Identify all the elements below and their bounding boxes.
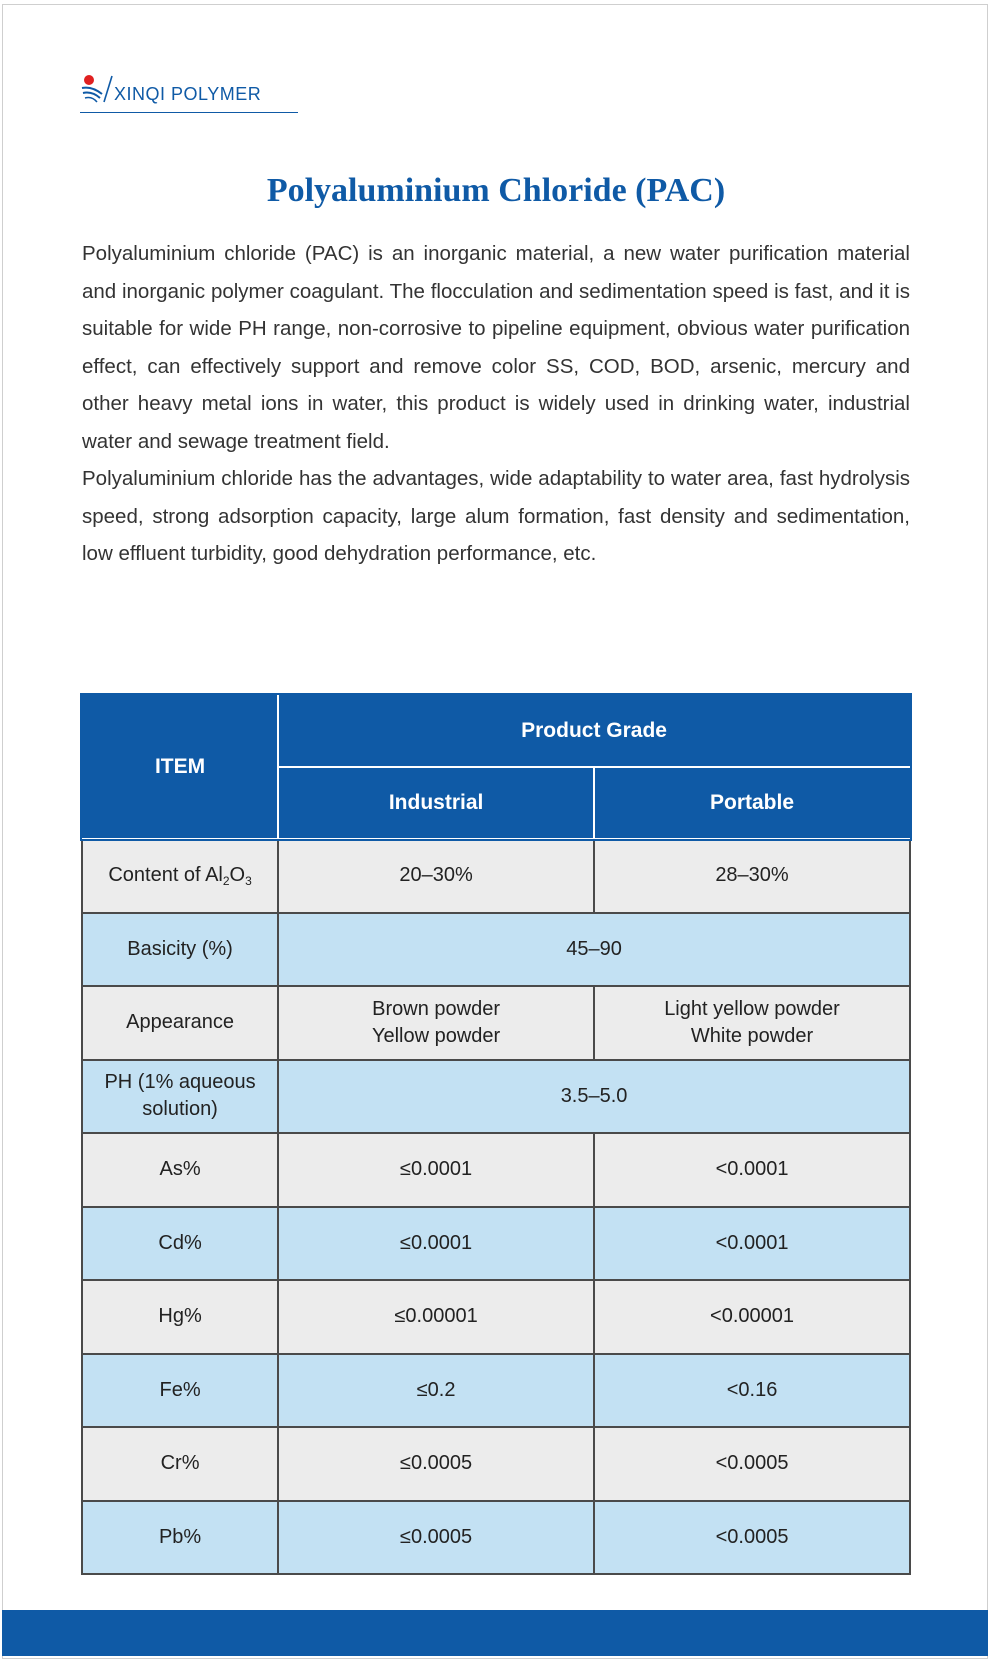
product-description [82, 235, 910, 573]
industrial-value: ≤0.0001 [278, 1133, 594, 1207]
table-row [82, 1427, 910, 1501]
row-item: Basicity (%) [82, 913, 278, 987]
industrial-value: ≤0.0005 [278, 1501, 594, 1575]
table-row [82, 1354, 910, 1428]
table-row [82, 986, 910, 1060]
table-row [82, 1280, 910, 1354]
portable-value: <0.00001 [594, 1280, 910, 1354]
page-title: Polyaluminium Chloride (PAC) [266, 172, 726, 209]
row-item: Hg% [82, 1280, 278, 1354]
row-item: Appearance [82, 986, 278, 1060]
industrial-value: 20–30% [278, 839, 594, 913]
industrial-value: ≤0.2 [278, 1354, 594, 1428]
table-row [82, 913, 910, 987]
portable-value: <0.0001 [594, 1133, 910, 1207]
brand-underline [80, 112, 298, 113]
table-row [82, 1207, 910, 1281]
row-item: As% [82, 1133, 278, 1207]
merged-value: 3.5–5.0 [278, 1060, 910, 1134]
table-row [82, 839, 910, 913]
brand-logo [80, 70, 300, 114]
header-industrial: Industrial [278, 767, 594, 839]
portable-value: Light yellow powder White powder [594, 986, 910, 1060]
industrial-value: Brown powder Yellow powder [278, 986, 594, 1060]
row-item: Pb% [82, 1501, 278, 1575]
portable-value: <0.0005 [594, 1427, 910, 1501]
table-row [82, 1501, 910, 1575]
industrial-value: ≤0.0005 [278, 1427, 594, 1501]
industrial-value: ≤0.00001 [278, 1280, 594, 1354]
row-item: Cr% [82, 1427, 278, 1501]
row-item: PH (1% aqueous solution) [82, 1060, 278, 1134]
header-item: ITEM [82, 695, 278, 839]
description-paragraph: Polyaluminium chloride has the advantages, wide adaptability to water area, fast hydrolysis speed, strong adsorption capacity, large alum formation, fast density and sedimentation, low effluent turbidity, good dehydration performance, etc. [82, 467, 910, 565]
table-row [82, 1133, 910, 1207]
brand-name: XINQI POLYMER [114, 84, 262, 104]
table-row [82, 1060, 910, 1134]
row-item: Content of $Al_2O_3$ [82, 839, 278, 913]
header-portable: Portable [594, 767, 910, 839]
spec-table [81, 694, 911, 1575]
footer-bar [2, 1610, 988, 1656]
header-product-grade: Product Grade [278, 695, 910, 767]
portable-value: <0.16 [594, 1354, 910, 1428]
description-paragraph: Polyaluminium chloride (PAC) is an inorganic material, a new water purification material and inorganic polymer coagulant. The flocculation and sedimentation speed is fast, and it is suitable for wide PH range, non-corrosive to pipeline equipment, obvious water purification effect, can effectively support and remove color SS, COD, BOD, arsenic, mercury and other heavy metal ions in water, this product is widely used in drinking water, industrial water and sewage treatment field. [82, 242, 910, 453]
row-item: Fe% [82, 1354, 278, 1428]
industrial-value: ≤0.0001 [278, 1207, 594, 1281]
portable-value: 28–30% [594, 839, 910, 913]
xinqi-logo-icon [80, 74, 114, 104]
portable-value: <0.0005 [594, 1501, 910, 1575]
portable-value: <0.0001 [594, 1207, 910, 1281]
merged-value: 45–90 [278, 913, 910, 987]
row-item: Cd% [82, 1207, 278, 1281]
